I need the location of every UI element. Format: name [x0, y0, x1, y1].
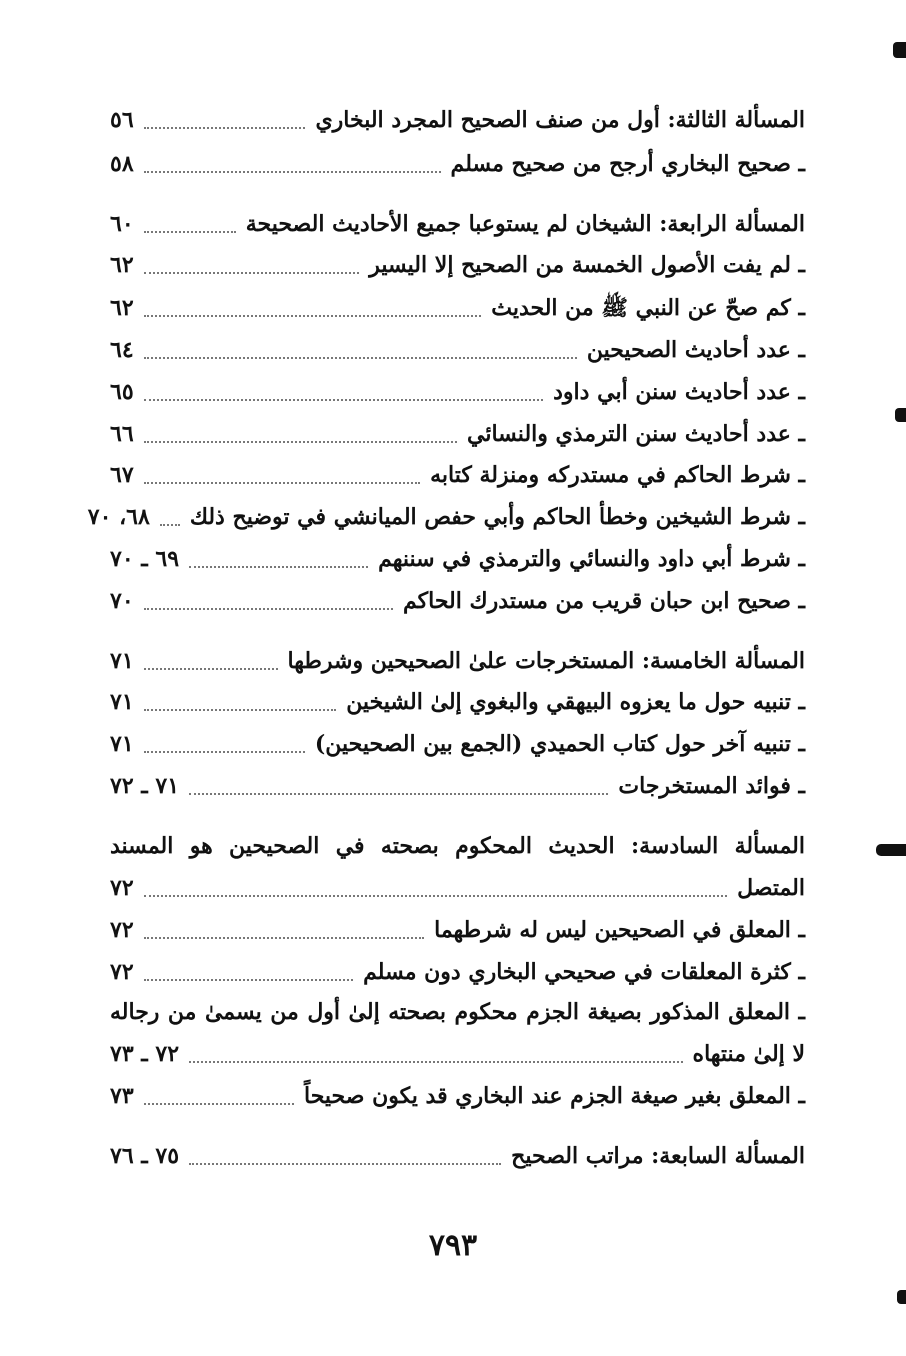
dot-leader	[189, 793, 608, 795]
dot-leader	[144, 231, 236, 233]
entry-page: ٦٢	[110, 295, 134, 321]
entry-page: ٧٢ ـ ٧٣	[110, 1041, 180, 1067]
entry-title: ـ فوائد المستخرجات	[618, 773, 805, 799]
entry-page: ٧٢	[110, 875, 134, 901]
entry-title: ـ شرط الحاكم في مستدركه ومنزلة كتابه	[430, 462, 805, 488]
entry-page: ٦٦	[110, 421, 134, 447]
toc-entry	[110, 952, 805, 992]
entry-page: ٧١	[110, 648, 134, 674]
entry-title: ـ شرط أبي داود والنسائي والترمذي في سننهم	[378, 546, 805, 572]
entry-title: ـ تنبيه حول ما يعزوه البيهقي والبغوي إلىٰ الشيخين	[346, 689, 805, 715]
entry-title-line1: ـ المعلق المذكور بصيغة الجزم محكوم بصحته إلىٰ أول من يسمىٰ من رجاله	[110, 999, 805, 1025]
entry-page: ٥٦	[110, 107, 134, 133]
entry-title: ـ شرط الشيخين وخطأ الحاكم وأبي حفص الميانشي في توضيح ذلك	[189, 504, 805, 530]
scan-mark	[876, 844, 906, 856]
toc-entry	[110, 641, 805, 681]
entry-page: ٦٠	[110, 211, 134, 237]
entry-page: ٧١	[110, 689, 134, 715]
dot-leader	[144, 315, 482, 317]
toc-entry	[110, 910, 805, 950]
scan-mark	[897, 1290, 906, 1304]
toc-entry	[87, 497, 805, 537]
scan-mark	[893, 42, 906, 58]
entry-title: ـ صحيح البخاري أرجح من صحيح مسلم	[450, 151, 805, 177]
toc-entry	[110, 100, 805, 140]
toc-entry	[110, 766, 805, 806]
dot-leader	[189, 566, 368, 568]
toc-entry	[110, 682, 805, 722]
dot-leader	[189, 1061, 683, 1063]
toc-entry	[110, 868, 805, 908]
entry-page: ٥٨	[110, 151, 134, 177]
entry-page: ٧٣	[110, 1083, 134, 1109]
entry-title: المسألة الثالثة: أول من صنف الصحيح المجرد البخاري	[315, 107, 805, 133]
toc-entry	[110, 414, 805, 454]
dot-leader	[144, 979, 354, 981]
dot-leader	[144, 751, 305, 753]
entry-title: لا إلىٰ منتهاه	[692, 1041, 805, 1067]
entry-page: ٦٢	[110, 252, 134, 278]
entry-page: ٧١ ـ ٧٢	[110, 773, 180, 799]
entry-title: المسألة الرابعة: الشيخان لم يستوعبا جميع الأحاديث الصحيحة	[245, 211, 805, 237]
entry-page: ٦٥	[110, 379, 134, 405]
dot-leader	[144, 668, 278, 670]
dot-leader	[144, 482, 420, 484]
entry-page: ٧٢	[110, 959, 134, 985]
toc-entry	[110, 204, 805, 244]
entry-title: ـ عدد أحاديث الصحيحين	[586, 337, 805, 363]
entry-title: ـ كم صحّ عن النبي ﷺ من الحديث	[491, 295, 805, 321]
dot-leader	[144, 357, 577, 359]
entry-title: المسألة الخامسة: المستخرجات علىٰ الصحيحين وشرطها	[287, 648, 805, 674]
toc-entry	[110, 1136, 805, 1176]
toc-entry	[110, 1034, 805, 1074]
entry-page: ٦٤	[110, 337, 134, 363]
dot-leader	[144, 127, 306, 129]
entry-title: ـ لم يفت الأصول الخمسة من الصحيح إلا اليسير	[369, 252, 805, 278]
toc-entry	[110, 581, 805, 621]
entry-title-line1: المسألة السادسة: الحديث المحكوم بصحته في الصحيحين هو المسند	[110, 833, 805, 859]
entry-title: ـ تنبيه آخر حول كتاب الحميدي (الجمع بين الصحيحين)	[314, 731, 805, 757]
entry-page: ٧٠	[110, 588, 134, 614]
entry-title: ـ عدد أحاديث سنن أبي داود	[553, 379, 805, 405]
entry-page: ٦٩ ـ ٧٠	[110, 546, 180, 572]
toc-entry	[110, 330, 805, 370]
scan-mark	[895, 408, 906, 422]
entry-page: ٧٢	[110, 917, 134, 943]
dot-leader	[160, 524, 180, 526]
toc-entry	[110, 724, 805, 764]
entry-title: ـ المعلق في الصحيحين ليس له شرطهما	[434, 917, 805, 943]
toc-entry	[110, 539, 805, 579]
entry-page: ٦٨، ٧٠	[87, 504, 150, 530]
entry-title: المتصل	[737, 875, 805, 901]
toc-entry	[110, 455, 805, 495]
entry-page: ٧٥ ـ ٧٦	[110, 1143, 180, 1169]
entry-title: ـ صحيح ابن حبان قريب من مستدرك الحاكم	[403, 588, 805, 614]
page-number: ٧٩٣	[428, 1228, 478, 1263]
dot-leader	[144, 399, 543, 401]
dot-leader	[189, 1163, 501, 1165]
toc-entry	[110, 288, 805, 328]
entry-title: ـ المعلق بغير صيغة الجزم عند البخاري قد يكون صحيحاً	[304, 1083, 805, 1109]
entry-page: ٧١	[110, 731, 134, 757]
dot-leader	[144, 709, 337, 711]
toc-entry	[110, 1076, 805, 1116]
dot-leader	[144, 608, 393, 610]
dot-leader	[144, 895, 727, 897]
dot-leader	[144, 272, 360, 274]
dot-leader	[144, 1103, 294, 1105]
entry-page: ٦٧	[110, 462, 134, 488]
toc-entry	[110, 144, 805, 184]
toc-entry	[110, 245, 805, 285]
entry-title: ـ كثرة المعلقات في صحيحي البخاري دون مسلم	[363, 959, 805, 985]
dot-leader	[144, 171, 441, 173]
dot-leader	[144, 441, 457, 443]
entry-title: ـ عدد أحاديث سنن الترمذي والنسائي	[467, 421, 805, 447]
dot-leader	[144, 937, 424, 939]
toc-entry	[110, 372, 805, 412]
entry-title: المسألة السابعة: مراتب الصحيح	[511, 1143, 805, 1169]
